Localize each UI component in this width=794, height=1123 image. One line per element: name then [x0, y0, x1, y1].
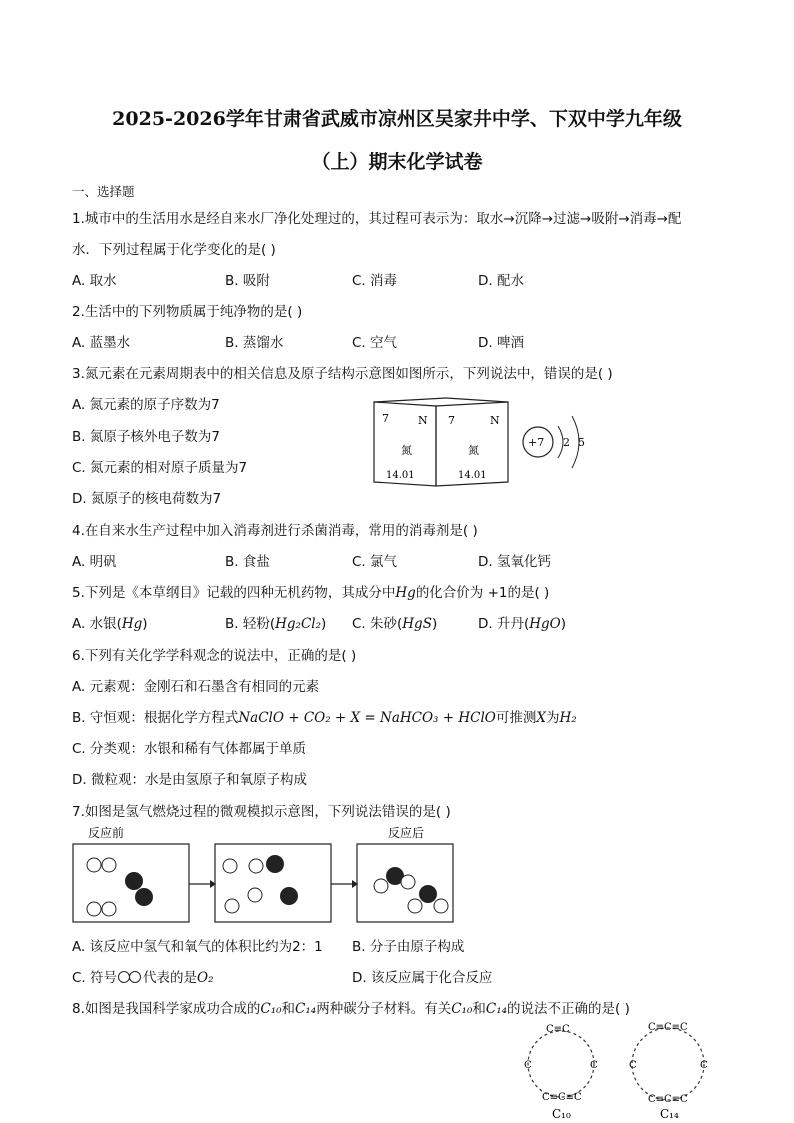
q4-option-a[interactable]: A. 明矾	[72, 554, 117, 570]
exam-title-line2: （上）期末化学试卷	[311, 151, 483, 173]
carbon-rings-figure	[516, 1018, 716, 1122]
element-symbol-left: N	[418, 414, 428, 427]
svg-text:C: C	[590, 1060, 598, 1071]
q1-option-b[interactable]: B. 吸附	[225, 273, 270, 289]
svg-text:C: C	[700, 1060, 708, 1071]
exam-title-line1: 2025-2026学年甘肃省武威市凉州区吴家井中学、下双中学九年级	[112, 108, 682, 130]
q2-option-b[interactable]: B. 蒸馏水	[225, 335, 284, 351]
q3-option-b[interactable]: B. 氮原子核外电子数为7	[72, 429, 220, 445]
q1-option-d[interactable]: D. 配水	[478, 273, 524, 289]
q2-option-a[interactable]: A. 蓝墨水	[72, 335, 131, 351]
q5-option-a[interactable]: A. 水银(Hg)	[72, 616, 148, 632]
q3-stem: 3.氮元素在元素周期表中的相关信息及原子结构示意图如图所示，下列说法中，错误的是( )	[72, 366, 613, 382]
label-after: 反应后	[388, 826, 425, 840]
c14-ring	[632, 1028, 704, 1100]
q3-option-a[interactable]: A. 氮元素的原子序数为7	[72, 397, 220, 413]
q1-option-a[interactable]: A. 取水	[72, 273, 117, 289]
q4-option-d[interactable]: D. 氢氧化钙	[478, 554, 551, 570]
c10-ring	[528, 1031, 594, 1097]
two-atom-molecule-icon	[117, 970, 143, 984]
q4-option-b[interactable]: B. 食盐	[225, 554, 270, 570]
svg-text:C≡C: C≡C	[546, 1024, 570, 1035]
svg-text:C≡C≡C: C≡C≡C	[648, 1094, 688, 1105]
hydrogen-combustion-figure	[70, 824, 460, 926]
q6-option-b[interactable]: B. 守恒观：根据化学方程式NaClO + CO₂ + X = NaHCO₃ + HClO可推测X为H₂	[72, 710, 577, 726]
q7-option-a[interactable]: A. 该反应中氢气和氧气的体积比约为2：1	[72, 939, 323, 955]
q5-option-d[interactable]: D. 升丹(HgO)	[478, 616, 567, 632]
q2-stem: 2.生活中的下列物质属于纯净物的是( )	[72, 304, 303, 320]
q5-option-c[interactable]: C. 朱砂(HgS)	[352, 616, 438, 632]
c14-label: C₁₄	[660, 1107, 679, 1121]
element-symbol-right: N	[490, 414, 500, 427]
c10-label: C₁₀	[552, 1107, 571, 1121]
q7-option-d[interactable]: D. 该反应属于化合反应	[352, 970, 493, 986]
q8-stem: 8.如图是我国科学家成功合成的C₁₀和C₁₄两种碳分子材料。有关C₁₀和C₁₄的说法不正确的是( )	[72, 1001, 630, 1017]
q6-option-c[interactable]: C. 分类观：水银和稀有气体都属于单质	[72, 741, 307, 757]
shell2-electrons: 5	[578, 436, 585, 449]
svg-text:C: C	[524, 1060, 532, 1071]
q6-option-d[interactable]: D. 微粒观：水是由氢原子和氧原子构成	[72, 772, 307, 788]
q7-option-c[interactable]: C. 符号 代表的是O₂	[72, 970, 214, 986]
q2-option-d[interactable]: D. 啤酒	[478, 335, 524, 351]
q2-option-c[interactable]: C. 空气	[352, 335, 398, 351]
q3-option-d[interactable]: D. 氮原子的核电荷数为7	[72, 491, 222, 507]
label-before: 反应前	[88, 826, 125, 840]
q7-stem: 7.如图是氢气燃烧过程的微观模拟示意图，下列说法错误的是( )	[72, 804, 451, 820]
svg-text:C≡C≡C: C≡C≡C	[542, 1092, 582, 1103]
element-name-left: 氮	[401, 444, 412, 457]
q1-stem-line2: 水．下列过程属于化学变化的是( )	[72, 242, 276, 258]
section-heading: 一、选择题	[72, 184, 135, 199]
q4-stem: 4.在自来水生产过程中加入消毒剂进行杀菌消毒，常用的消毒剂是( )	[72, 523, 478, 539]
element-number-left: 7	[382, 412, 389, 425]
nitrogen-element-figure	[368, 396, 598, 492]
q1-option-c[interactable]: C. 消毒	[352, 273, 398, 289]
element-number-right: 7	[448, 414, 455, 427]
element-mass-right: 14.01	[458, 470, 487, 481]
element-name-right: 氮	[468, 444, 479, 457]
shell1-electrons: 2	[563, 436, 570, 449]
q5-stem: 5.下列是《本草纲目》记载的四种无机药物，其成分中Hg的化合价为 +1的是( )	[72, 585, 550, 601]
element-mass-left: 14.01	[386, 470, 415, 481]
q4-option-c[interactable]: C. 氯气	[352, 554, 398, 570]
q6-stem: 6.下列有关化学学科观念的说法中，正确的是( )	[72, 648, 357, 664]
q6-option-a[interactable]: A. 元素观：金刚石和石墨含有相同的元素	[72, 679, 320, 695]
q7-option-b[interactable]: B. 分子由原子构成	[352, 939, 465, 955]
q3-option-c[interactable]: C. 氮元素的相对原子质量为7	[72, 460, 248, 476]
nucleus-charge: +7	[528, 436, 545, 449]
svg-text:C≡C≡C: C≡C≡C	[648, 1022, 688, 1033]
q5-option-b[interactable]: B. 轻粉(Hg₂Cl₂)	[225, 616, 327, 632]
q1-stem-line1: 1.城市中的生活用水是经自来水厂净化处理过的，其过程可表示为：取水→沉降→过滤→吸附→消毒→配	[72, 211, 682, 227]
svg-text:C: C	[629, 1060, 637, 1071]
